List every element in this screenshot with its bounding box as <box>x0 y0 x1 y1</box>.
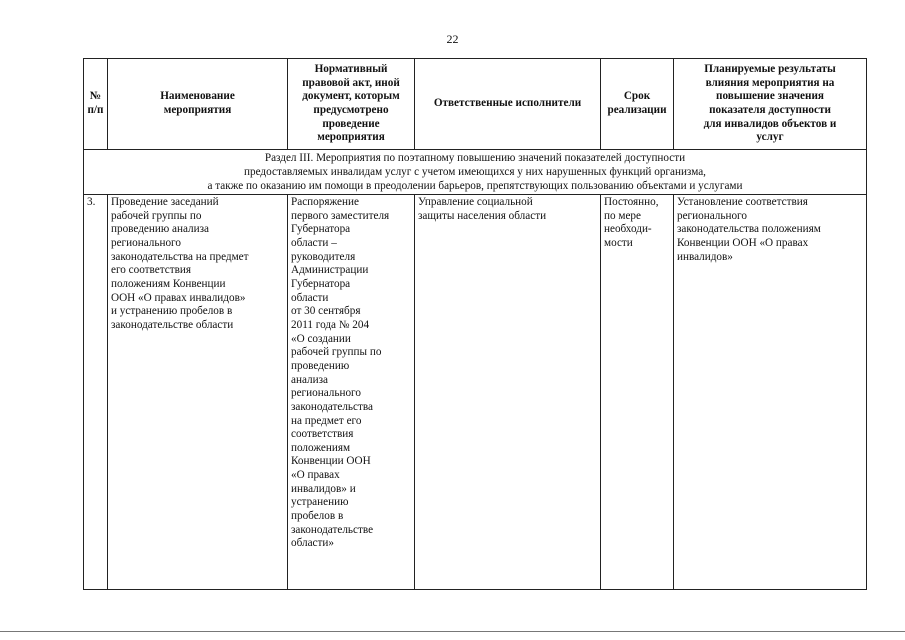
measures-table <box>83 58 867 590</box>
row-executors: Управление социальной защиты населения области <box>415 195 601 590</box>
page-number: 22 <box>446 32 459 46</box>
page-bottom-edge <box>0 631 905 632</box>
header-legal-act: Нормативный правовой акт, иной документ, которым предусмотрено проведение мероприятия <box>288 59 415 150</box>
table-header-row <box>84 59 867 150</box>
header-planned-results: Планируемые результаты влияния мероприятия на повышение значения показателя доступности для инвалидов объектов и услуг <box>674 59 867 150</box>
row-measure-name: Проведение заседаний рабочей группы по проведению анализа регионального законодательства на предмет его соответствия положениям Конвенции ООН «О правах инвалидов» и устранению пробелов в законодательстве области <box>108 195 288 590</box>
section-row <box>84 150 867 195</box>
header-term: Срок реализации <box>601 59 674 150</box>
row-term: Постоянно, по мере необходи- мости <box>601 195 674 590</box>
table-row <box>84 195 867 590</box>
header-executors: Ответственные исполнители <box>415 59 601 150</box>
row-number: 3. <box>84 195 108 590</box>
header-measure-name: Наименование мероприятия <box>108 59 288 150</box>
row-planned-results: Установление соответствия регионального законодательства положениям Конвенции ООН «О правах инвалидов» <box>674 195 867 590</box>
section-title: Раздел III. Мероприятия по поэтапному повышению значений показателей доступности предоставляемых инвалидам услуг с учетом имеющихся у них нарушенных функций организма, а также по оказанию им помощи в преодолении барьеров, препятствующих пользованию объектами и услугами <box>84 150 867 195</box>
row-legal-act: Распоряжение первого заместителя Губернатора области – руководителя Администрации Губернатора области от 30 сентября 2011 года № 204 «О создании рабочей группы по проведению анализа регионального законодательства на предмет его соответствия положениям Конвенции ООН «О правах инвалидов» и устранению пробелов в законодательстве области» <box>288 195 415 590</box>
header-number: № п/п <box>84 59 108 150</box>
